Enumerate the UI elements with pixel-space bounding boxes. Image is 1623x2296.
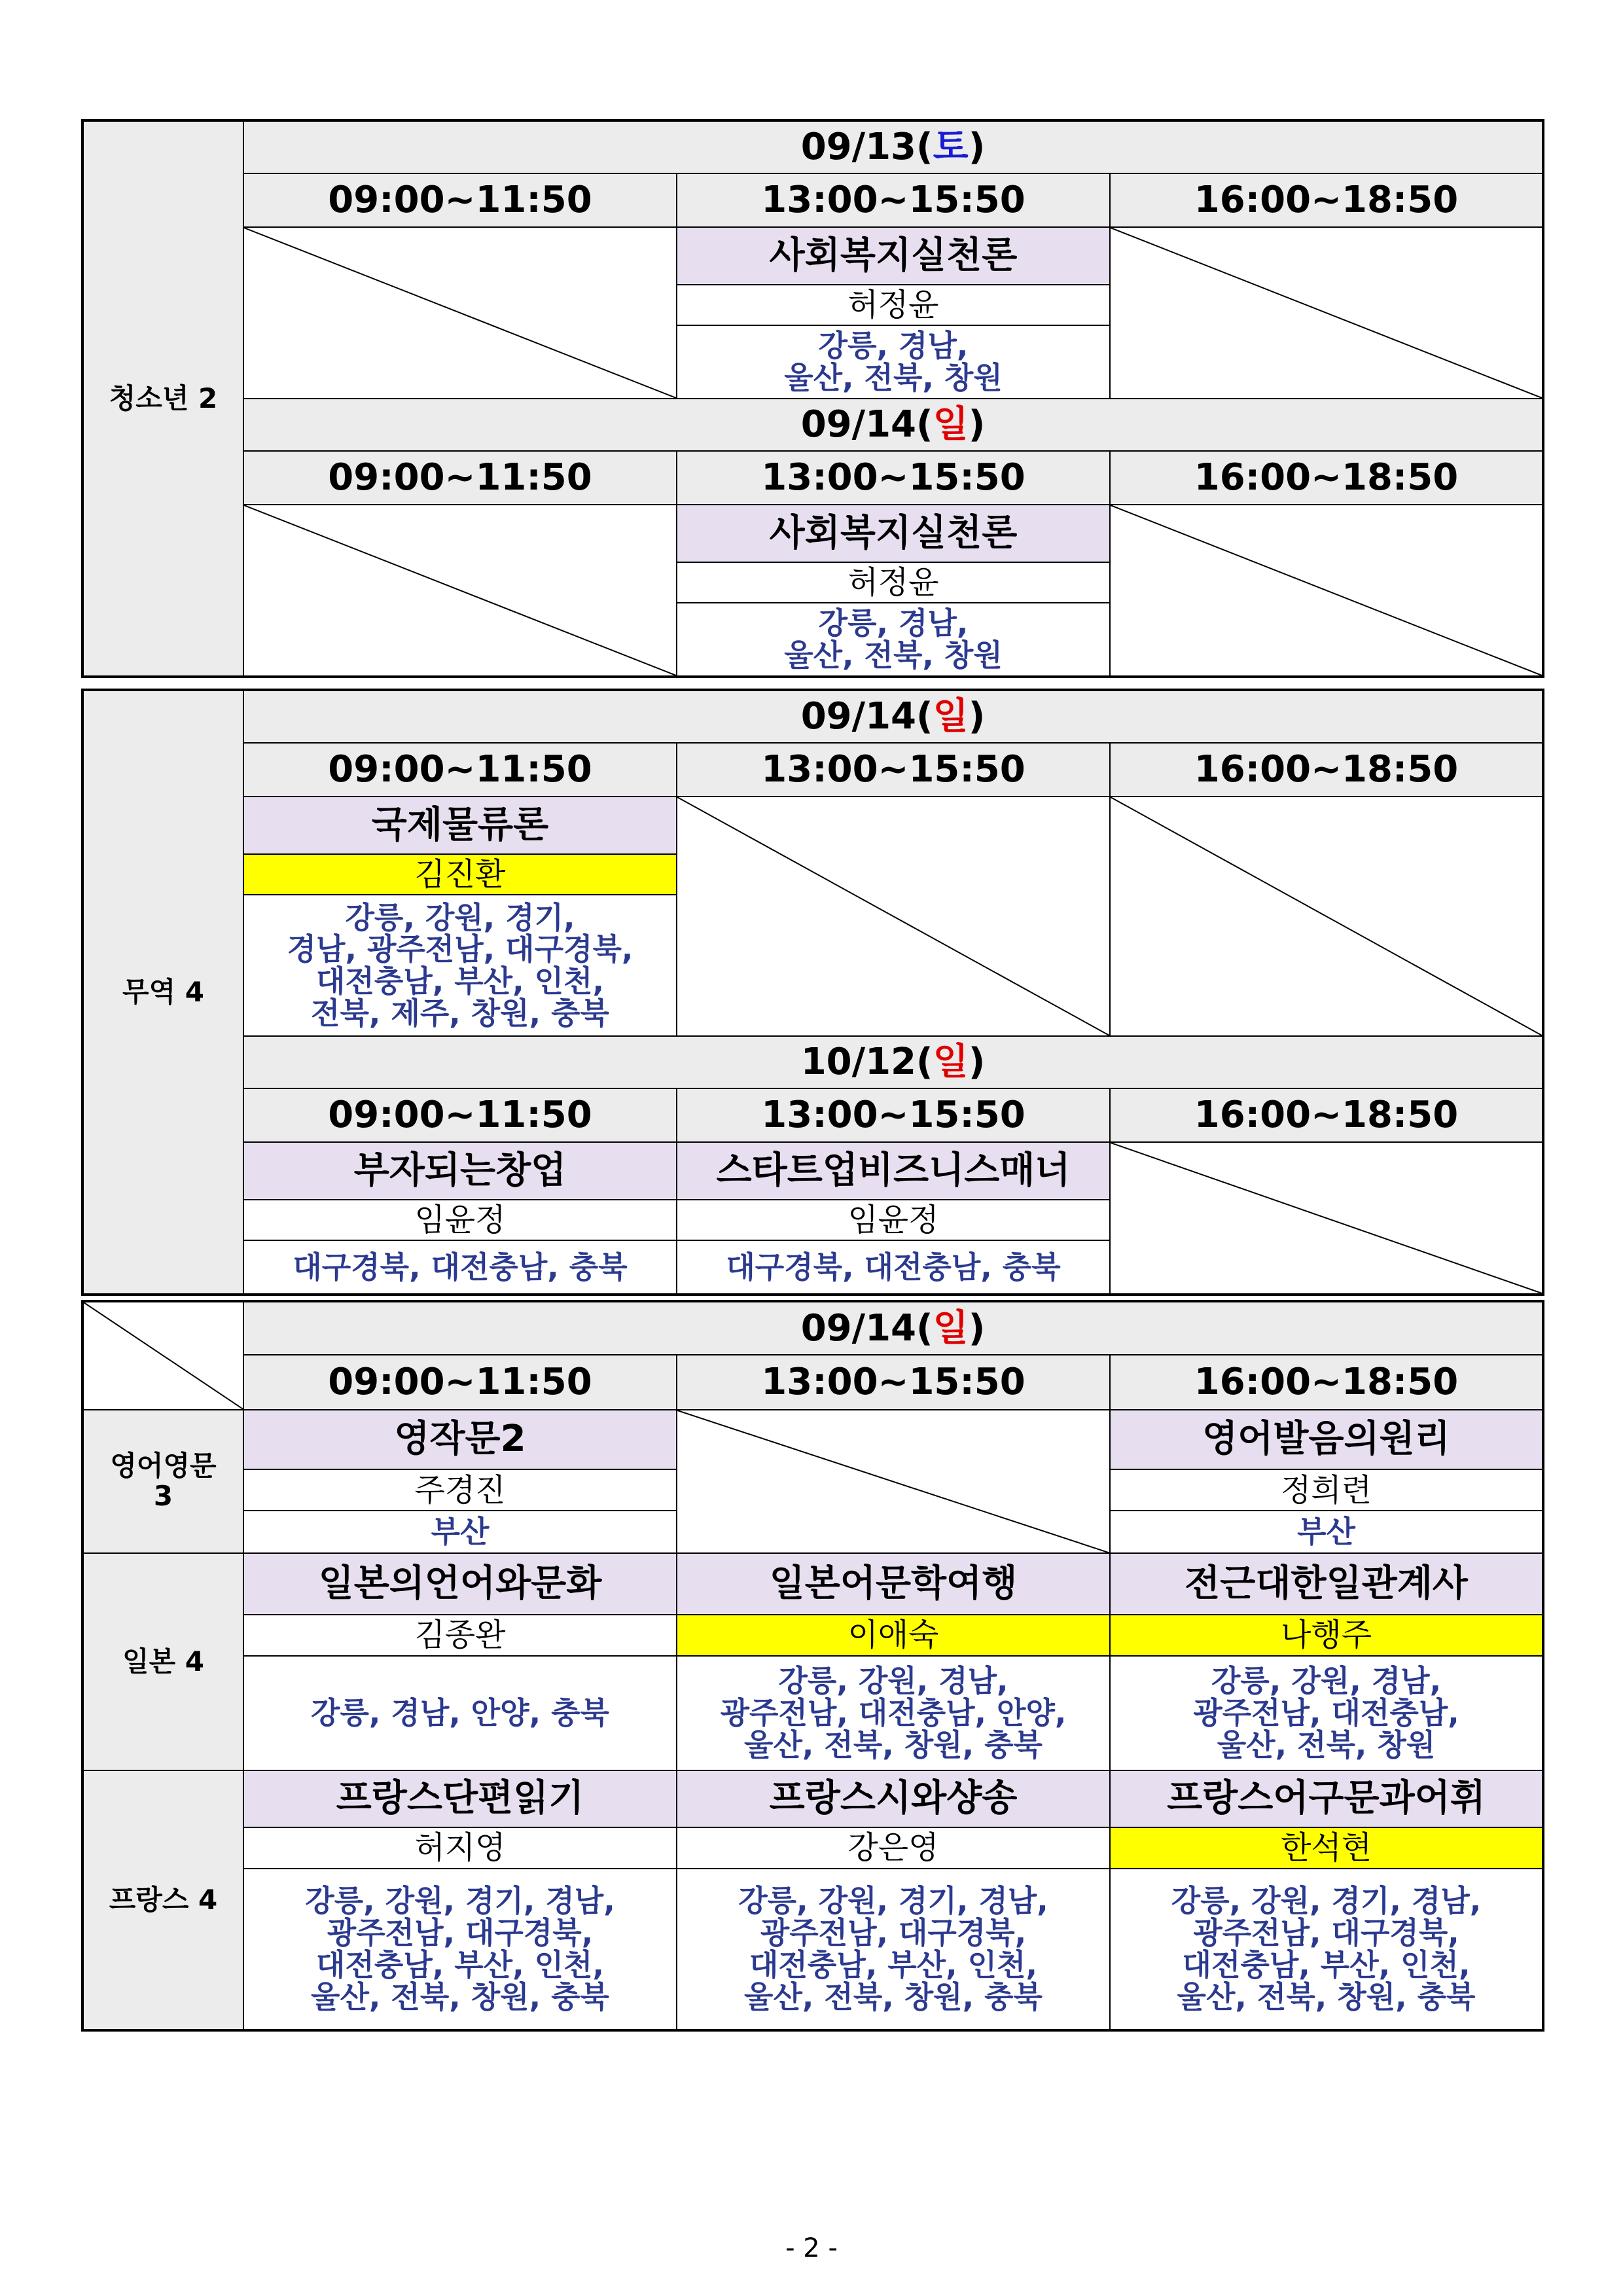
region-list: 강릉, 강원, 경기, 경남, 광주전남, 대구경북, 대전충남, 부산, 인천, 울산, 전북, 창원, 충북 bbox=[243, 1869, 677, 2030]
region-list: 대구경북, 대전충남, 충북 bbox=[243, 1240, 677, 1295]
day-of-week: 일 bbox=[933, 1041, 969, 1083]
empty-slot bbox=[243, 505, 677, 677]
time-slot-2: 13:00~15:50 bbox=[677, 1088, 1110, 1142]
date-header: 09/14(일) bbox=[243, 690, 1543, 743]
schedule-table-languages bbox=[81, 1300, 1544, 2032]
subject-name: 국제물류론 bbox=[243, 797, 677, 854]
subject-name: 전근대한일관계사 bbox=[1110, 1553, 1543, 1615]
time-slot-1: 09:00~11:50 bbox=[243, 451, 677, 505]
time-slot-1: 09:00~11:50 bbox=[243, 1088, 677, 1142]
date-header: 09/14(일) bbox=[243, 399, 1543, 451]
region-list: 강릉, 강원, 경남, 광주전남, 대전충남, 안양, 울산, 전북, 창원, 충북 bbox=[677, 1656, 1110, 1770]
subject-name: 사회복지실천론 bbox=[677, 505, 1110, 562]
region-list: 강릉, 경남, 울산, 전북, 창원 bbox=[677, 603, 1110, 677]
empty-slot bbox=[1110, 505, 1543, 677]
dept-label: 영어영문 3 bbox=[82, 1410, 243, 1554]
time-slot-3: 16:00~18:50 bbox=[1110, 173, 1543, 227]
empty-slot bbox=[243, 227, 677, 399]
time-slot-2: 13:00~15:50 bbox=[677, 173, 1110, 227]
schedule-table-trade bbox=[81, 689, 1544, 1296]
subject-name: 사회복지실천론 bbox=[677, 227, 1110, 285]
subject-name: 프랑스시와샹송 bbox=[677, 1770, 1110, 1827]
time-slot-3: 16:00~18:50 bbox=[1110, 451, 1543, 505]
professor-name: 임윤정 bbox=[677, 1200, 1110, 1240]
time-slot-1: 09:00~11:50 bbox=[243, 743, 677, 797]
professor-name: 허지영 bbox=[243, 1827, 677, 1869]
date-header: 09/13(토) bbox=[243, 120, 1543, 173]
region-list: 강릉, 경남, 안양, 충북 bbox=[243, 1656, 677, 1770]
date-header: 09/14(일) bbox=[243, 1301, 1543, 1355]
time-slot-2: 13:00~15:50 bbox=[677, 451, 1110, 505]
time-slot-2: 13:00~15:50 bbox=[677, 1355, 1110, 1409]
empty-slot bbox=[677, 1410, 1110, 1554]
region-list: 강릉, 강원, 경기, 경남, 광주전남, 대구경북, 대전충남, 부산, 인천, 전북, 제주, 창원, 충북 bbox=[243, 895, 677, 1036]
subject-name: 스타트업비즈니스매너 bbox=[677, 1142, 1110, 1200]
time-slot-3: 16:00~18:50 bbox=[1110, 1088, 1543, 1142]
professor-name: 허정윤 bbox=[677, 285, 1110, 325]
subject-name: 일본어문학여행 bbox=[677, 1553, 1110, 1615]
time-slot-3: 16:00~18:50 bbox=[1110, 1355, 1543, 1409]
professor-name: 이애숙 bbox=[677, 1615, 1110, 1656]
time-slot-1: 09:00~11:50 bbox=[243, 173, 677, 227]
region-list: 강릉, 강원, 경기, 경남, 광주전남, 대구경북, 대전충남, 부산, 인천, 울산, 전북, 창원, 충북 bbox=[677, 1869, 1110, 2030]
day-of-week: 일 bbox=[933, 403, 969, 446]
professor-name: 김진환 bbox=[243, 854, 677, 895]
subject-name: 프랑스어구문과어휘 bbox=[1110, 1770, 1543, 1827]
day-of-week: 일 bbox=[933, 695, 969, 738]
subject-name: 일본의언어와문화 bbox=[243, 1553, 677, 1615]
time-slot-2: 13:00~15:50 bbox=[677, 743, 1110, 797]
professor-name: 허정윤 bbox=[677, 562, 1110, 603]
region-list: 강릉, 경남, 울산, 전북, 창원 bbox=[677, 325, 1110, 399]
dept-label: 프랑스 4 bbox=[82, 1770, 243, 2030]
dept-label: 무역 4 bbox=[82, 690, 243, 1295]
page-number: - 2 - bbox=[785, 2233, 838, 2263]
empty-slot bbox=[1110, 227, 1543, 399]
empty-slot bbox=[1110, 1142, 1543, 1295]
professor-name: 한석현 bbox=[1110, 1827, 1543, 1869]
day-of-week: 토 bbox=[933, 126, 969, 168]
subject-name: 영어발음의원리 bbox=[1110, 1410, 1543, 1469]
region-list: 대구경북, 대전충남, 충북 bbox=[677, 1240, 1110, 1295]
dept-label: 청소년 2 bbox=[82, 120, 243, 677]
professor-name: 김종완 bbox=[243, 1615, 677, 1656]
time-slot-3: 16:00~18:50 bbox=[1110, 743, 1543, 797]
corner-cell bbox=[82, 1301, 243, 1410]
region-list: 부산 bbox=[1110, 1511, 1543, 1553]
region-list: 강릉, 강원, 경남, 광주전남, 대전충남, 울산, 전북, 창원 bbox=[1110, 1656, 1543, 1770]
day-of-week: 일 bbox=[933, 1306, 969, 1350]
empty-slot bbox=[677, 797, 1110, 1036]
region-list: 강릉, 강원, 경기, 경남, 광주전남, 대구경북, 대전충남, 부산, 인천, 울산, 전북, 창원, 충북 bbox=[1110, 1869, 1543, 2030]
empty-slot bbox=[1110, 797, 1543, 1036]
dept-label: 일본 4 bbox=[82, 1553, 243, 1770]
professor-name: 강은영 bbox=[677, 1827, 1110, 1869]
subject-name: 영작문2 bbox=[243, 1410, 677, 1469]
professor-name: 나행주 bbox=[1110, 1615, 1543, 1656]
time-slot-1: 09:00~11:50 bbox=[243, 1355, 677, 1409]
professor-name: 정희련 bbox=[1110, 1469, 1543, 1511]
subject-name: 부자되는창업 bbox=[243, 1142, 677, 1200]
professor-name: 임윤정 bbox=[243, 1200, 677, 1240]
subject-name: 프랑스단편읽기 bbox=[243, 1770, 677, 1827]
date-header: 10/12(일) bbox=[243, 1036, 1543, 1088]
professor-name: 주경진 bbox=[243, 1469, 677, 1511]
schedule-table-youth bbox=[81, 119, 1544, 678]
region-list: 부산 bbox=[243, 1511, 677, 1553]
